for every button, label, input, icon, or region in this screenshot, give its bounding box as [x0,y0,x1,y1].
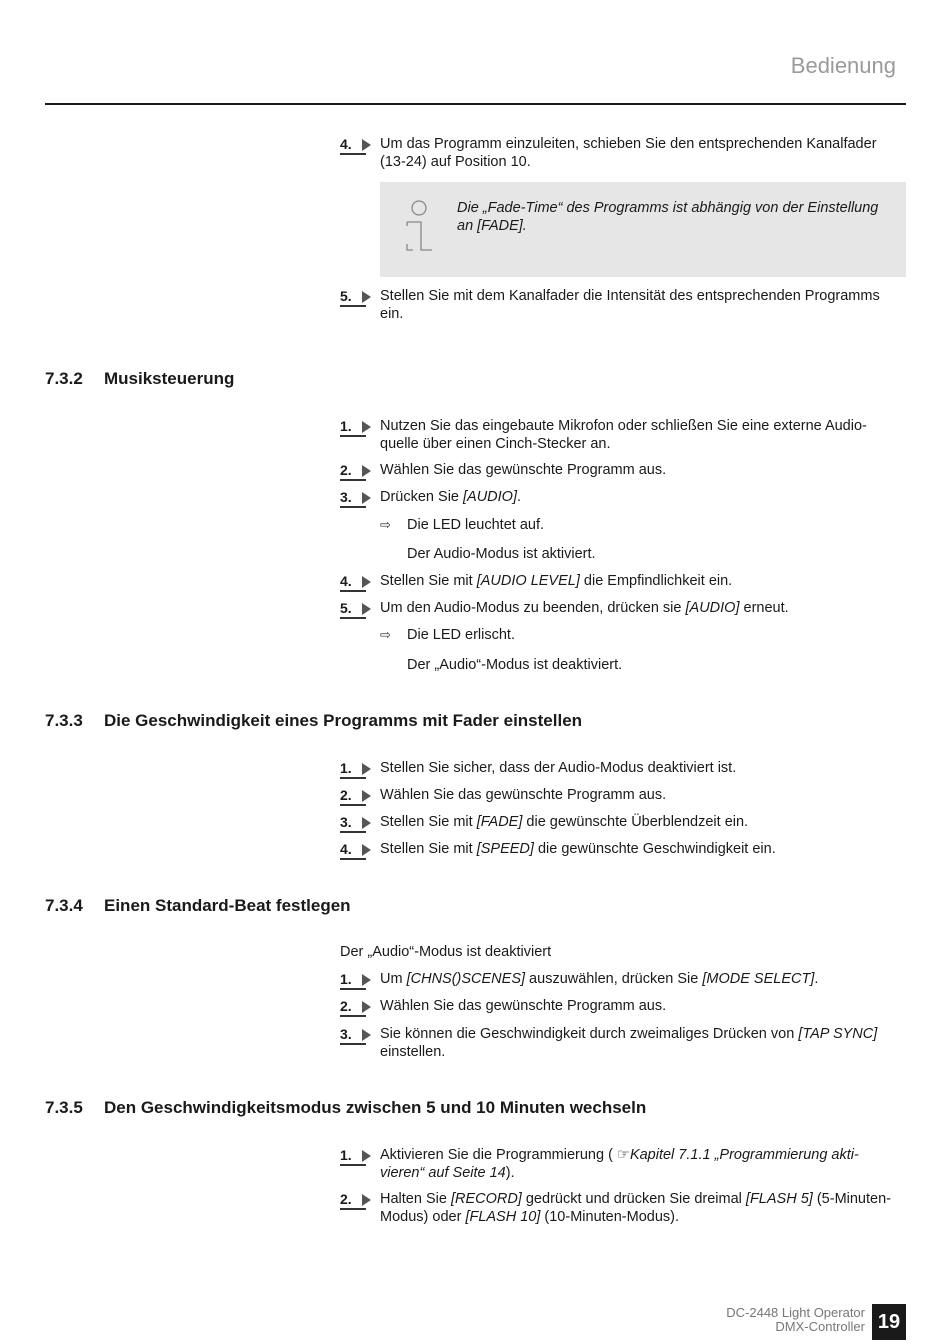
step-number: 4. [340,840,374,858]
step-number: 5. [340,599,374,617]
step-arrow-icon [362,1194,371,1206]
result-text: Die LED leuchtet auf. [407,517,545,533]
step-arrow-icon [362,817,371,829]
step-text: Stellen Sie mit [FADE] die gewünschte Überblendzeit ein. [380,814,749,830]
step-number: 4. [340,572,374,590]
step-arrow-icon [362,139,371,151]
step-number: 3. [340,813,374,831]
step-arrow-icon [362,603,371,615]
step-number: 1. [340,970,374,988]
section-number: 7.3.2 [45,369,83,388]
step-number: 2. [340,461,374,479]
step-number: 1. [340,759,374,777]
step-arrow-icon [362,465,371,477]
result-detail: Der Audio-Modus ist aktiviert. [407,546,596,562]
step-text: Um das Programm einzuleiten, schieben Sie den entsprechenden Kanalfader (13-24) auf Position 10. [380,136,877,170]
step-text: Drücken Sie [AUDIO]. [380,489,522,505]
section-number: 7.3.5 [45,1098,83,1117]
step-text: Stellen Sie mit [AUDIO LEVEL] die Empfindlichkeit ein. [380,573,733,589]
page-number: 19 [872,1304,906,1340]
step-arrow-icon [362,421,371,433]
section-title: Musiksteuerung [104,369,235,388]
step-text: Wählen Sie das gewünschte Programm aus. [380,462,667,478]
info-note [380,182,906,277]
step-text: Wählen Sie das gewünschte Programm aus. [380,787,667,803]
step-number: 3. [340,488,374,506]
step-text: Wählen Sie das gewünschte Programm aus. [380,998,667,1014]
footer-line-type: DMX-Controller [775,1319,865,1334]
info-icon [402,200,436,254]
note-text: Die „Fade-Time“ des Programms ist abhängig von der Einstellung an [FADE]. [457,200,879,234]
section-number: 7.3.4 [45,896,83,915]
step-text: Sie können die Geschwindigkeit durch zweimaliges Drücken von [TAP SYNC] einstellen. [380,1026,878,1060]
step-text: Um [CHNS()SCENES] auszuwählen, drücken Sie [MODE SELECT]. [380,971,819,987]
step-number: 4. [340,135,374,153]
step-arrow-icon [362,763,371,775]
step-text: Halten Sie [RECORD] gedrückt und drücken Sie dreimal [FLASH 5] (5-Minuten-Modus) oder [FLASH 10] (10-Minuten-Modus). [380,1191,891,1225]
step-number: 1. [340,417,374,435]
section-heading [45,368,234,390]
result-arrow-icon: ⇨ [380,627,391,642]
step-arrow-icon [362,492,371,504]
result-arrow-icon: ⇨ [380,517,391,532]
step-arrow-icon [362,291,371,303]
page-header-title: Bedienung [790,53,896,78]
section-heading [45,895,351,917]
step-text: Nutzen Sie das eingebaute Mikrofon oder schließen Sie eine externe Audio-quelle über einen Cinch-Stecker an. [380,418,867,452]
step-text: Um den Audio-Modus zu beenden, drücken sie [AUDIO] erneut. [380,600,789,616]
step-text: Stellen Sie mit dem Kanalfader die Intensität des entsprechenden Programms ein. [380,288,880,322]
step-arrow-icon [362,1150,371,1162]
step-arrow-icon [362,790,371,802]
result-detail: Der „Audio“-Modus ist deaktiviert. [407,657,623,673]
step-arrow-icon [362,1029,371,1041]
footer-line-product: DC-2448 Light Operator [726,1305,865,1320]
step-text: Stellen Sie mit [SPEED] die gewünschte Geschwindigkeit ein. [380,841,776,857]
step-number: 2. [340,786,374,804]
step-number: 1. [340,1146,374,1164]
step-arrow-icon [362,844,371,856]
header-divider [45,103,906,105]
step-number: 3. [340,1025,374,1043]
step-arrow-icon [362,1001,371,1013]
step-arrow-icon [362,974,371,986]
section-heading [45,710,582,732]
section-intro: Der „Audio“-Modus ist deaktiviert [340,944,552,960]
step-number: 2. [340,1190,374,1208]
section-title: Den Geschwindigkeitsmodus zwischen 5 und 10 Minuten wechseln [104,1098,647,1117]
section-heading [45,1097,646,1119]
step-text: Stellen Sie sicher, dass der Audio-Modus deaktiviert ist. [380,760,737,776]
footer-product [726,1306,865,1334]
step-text: Aktivieren Sie die Programmierung ( ☞Kapitel 7.1.1 „Programmierung akti-vieren“ auf Seite 14). [380,1147,859,1181]
cross-reference-icon: ☞ [616,1147,630,1163]
result-text: Die LED erlischt. [407,627,515,643]
step-number: 2. [340,997,374,1015]
section-title: Einen Standard-Beat festlegen [104,896,351,915]
step-arrow-icon [362,576,371,588]
cross-reference-link[interactable]: Kapitel 7.1.1 „Programmierung akti-vieren“ auf Seite 14 [380,1147,859,1181]
section-number: 7.3.3 [45,711,83,730]
step-number: 5. [340,287,374,305]
section-title: Die Geschwindigkeit eines Programms mit Fader einstellen [104,711,583,730]
